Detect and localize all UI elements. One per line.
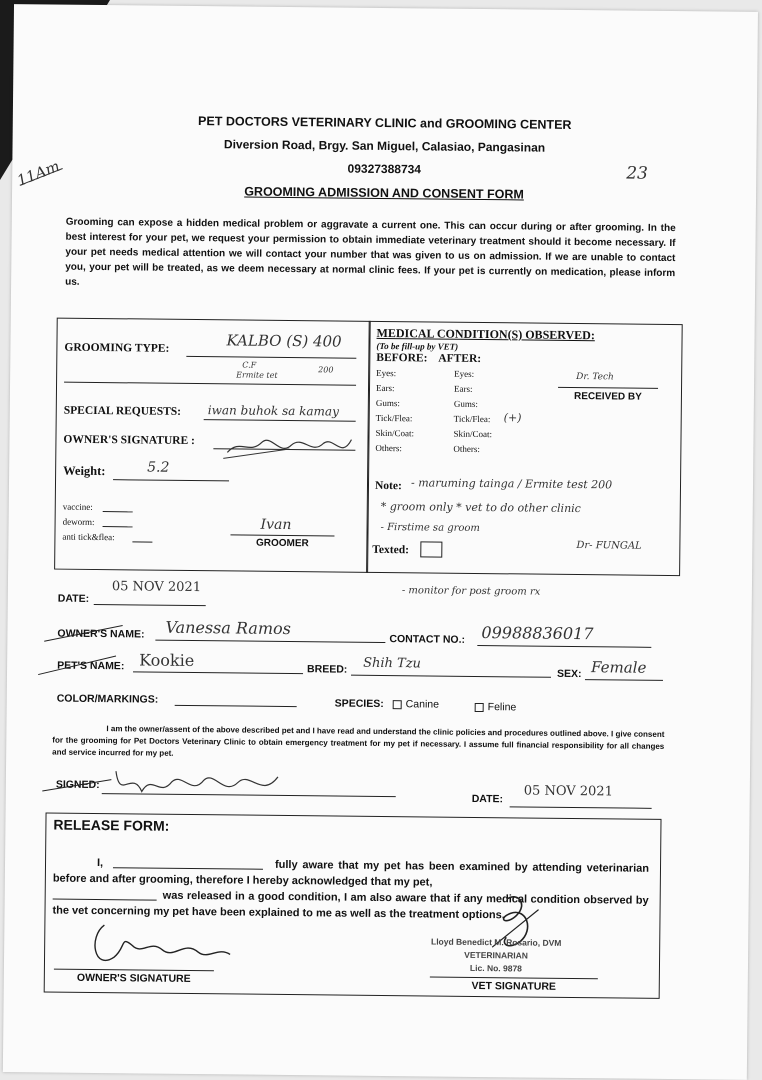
vet-name: Lloyd Benedict M. Rosario, DVM <box>430 936 562 948</box>
grooming-type-label: GROOMING TYPE: <box>64 341 170 355</box>
before-others: Others: <box>375 442 402 454</box>
form-page <box>3 4 758 1080</box>
clinic-name: PET DOCTORS VETERINARY CLINIC and GROOMING CENTER <box>198 114 572 132</box>
release-text-i: I, <box>96 857 104 870</box>
signed-date-line <box>510 806 652 808</box>
before-label: BEFORE: <box>376 351 428 365</box>
owner-name-line <box>155 640 385 643</box>
clinic-address: Diversion Road, Brgy. San Miguel, Calasiao, Pangasinan <box>223 137 546 155</box>
before-ears: Ears: <box>375 382 395 394</box>
note-label: Note: <box>374 479 402 493</box>
note-line-4: Dr- FUNGAL <box>576 540 642 552</box>
after-label: AFTER: <box>438 352 482 366</box>
grooming-type-value: KALBO (S) 400 <box>226 331 342 351</box>
received-by-value: Dr. Tech <box>576 372 614 383</box>
owner-signature-scribble <box>219 424 359 467</box>
after-tick-flea: Tick/Flea: <box>453 413 491 425</box>
consent-paragraph: I am the owner/assent of the above described pet and I have read and understand the clinic policies and procedures outlined above. I give consent for the grooming for Pet Doctors Veterinary Clinic to obtain emergency treatment for my pet if necessary. I assume full financial responsibility for all changes and service incurred for my pet. <box>52 724 665 758</box>
contact-line <box>477 645 651 648</box>
pet-name-line <box>133 671 303 674</box>
after-skin-coat: Skin/Coat: <box>453 428 493 440</box>
date-line <box>94 604 206 606</box>
owner-signature-label: OWNER'S SIGNATURE : <box>63 433 195 448</box>
special-requests-label: SPECIAL REQUESTS: <box>63 404 182 418</box>
note-line-2: * groom only * vet to do other clinic <box>380 499 581 516</box>
owner-signature-release-label: OWNER'S SIGNATURE <box>76 971 191 986</box>
pet-name-value: Kookie <box>139 650 195 671</box>
before-tick-flea: Tick/Flea: <box>375 412 413 424</box>
sex-value: Female <box>591 658 647 677</box>
date-value: 05 NOV 2021 <box>111 579 202 596</box>
before-skin-coat: Skin/Coat: <box>375 427 415 439</box>
signed-label: SIGNED: <box>55 778 100 792</box>
weight-value: 5.2 <box>147 459 170 476</box>
note-line-3: - Firstime sa groom <box>380 521 481 535</box>
owner-name-label: OWNER'S NAME: <box>57 627 145 641</box>
handwritten-number: 23 <box>626 163 649 184</box>
canine-checkbox[interactable] <box>393 700 402 709</box>
intro-paragraph: Grooming can expose a hidden medical problem or aggravate a current one. This can occur during or after grooming. In the best interest for your pet, we request your permission to obtain immediate veterinary treatment should it become necessary. If your pet needs medical attention we will contact your number that was given to us on admission. If we are unable to contact you, your pet will be treated, as we deem necessary at normal clinic fees. If your pet is currently on medication, please inform us. <box>65 216 676 288</box>
grooming-type-extra2: Ermite tet <box>236 370 278 380</box>
antitick-line <box>132 541 152 542</box>
color-line <box>175 705 297 707</box>
breed-line <box>351 675 551 678</box>
release-text-main: fully aware that my pet has been examined by attending veterinarian before and after grooming, therefore I hereby acknowledged that my pet, <box>52 858 650 889</box>
tick-flea-mark: (+) <box>503 411 522 425</box>
after-eyes: Eyes: <box>454 368 475 379</box>
release-text-end: was released in a good condition, I am also aware that if any medical condition observed by the vet concerning my pet have been explained to me as well as the treatment options. <box>52 889 649 922</box>
owner-name-value: Vanessa Ramos <box>165 617 292 639</box>
before-eyes: Eyes: <box>376 367 397 379</box>
texted-checkbox[interactable] <box>420 541 442 557</box>
grooming-type-extra-price: 200 <box>318 365 334 375</box>
medical-subtitle: (To be fill-up by VET) <box>376 340 459 352</box>
species-label: SPECIES: <box>334 697 384 711</box>
feline-label: Feline <box>487 701 517 714</box>
pet-name-label: PET'S NAME: <box>57 659 125 673</box>
monitor-note: - monitor for post groom rx <box>401 585 541 598</box>
note-line-1: - maruming tainga / Ermite test 200 <box>410 476 613 492</box>
species-canine[interactable] <box>393 698 439 710</box>
signed-date-label: DATE: <box>471 792 504 806</box>
sex-label: SEX: <box>556 667 582 681</box>
after-ears: Ears: <box>453 383 473 394</box>
release-title: RELEASE FORM: <box>53 816 170 834</box>
contact-value: 09988836017 <box>481 623 594 644</box>
clinic-phone: 09327388734 <box>347 161 422 177</box>
grooming-type-extra1: C.F <box>242 360 257 370</box>
medical-title: MEDICAL CONDITION(S) OBSERVED: <box>376 325 595 343</box>
after-others: Others: <box>453 443 480 455</box>
release-owner-signature-scribble <box>80 917 241 981</box>
received-by-label: RECEIVED BY <box>573 390 642 403</box>
date-label: DATE: <box>57 592 90 605</box>
vet-title: VETERINARIAN <box>464 949 529 961</box>
form-title: GROOMING ADMISSION AND CONSENT FORM <box>244 184 524 202</box>
vet-signature-label: VET SIGNATURE <box>471 979 557 993</box>
breed-value: Shih Tzu <box>363 655 422 672</box>
color-label: COLOR/MARKINGS: <box>56 692 159 706</box>
handwritten-time: 11Am <box>14 156 63 190</box>
special-requests-value: iwan buhok sa kamay <box>207 403 339 419</box>
feline-checkbox[interactable] <box>475 703 484 712</box>
antitick-label: anti tick&flea: <box>62 531 115 543</box>
signed-scribble <box>102 761 302 807</box>
breed-label: BREED: <box>307 663 348 676</box>
species-feline[interactable] <box>475 701 517 713</box>
deworm-label: deworm: <box>62 516 95 527</box>
weight-label: Weight: <box>63 463 106 479</box>
groomer-name: Ivan <box>260 516 292 534</box>
before-gums: Gums: <box>375 397 400 409</box>
vet-license: Lic. No. 9878 <box>469 962 522 974</box>
signed-date-value: 05 NOV 2021 <box>523 783 613 800</box>
groomer-label: GROOMER <box>255 537 309 550</box>
sex-line <box>585 679 663 681</box>
texted-label: Texted: <box>372 543 410 557</box>
after-gums: Gums: <box>453 398 478 409</box>
contact-label: CONTACT NO.: <box>389 633 466 646</box>
vaccine-label: vaccine: <box>62 501 93 512</box>
canine-label: Canine <box>405 698 440 711</box>
